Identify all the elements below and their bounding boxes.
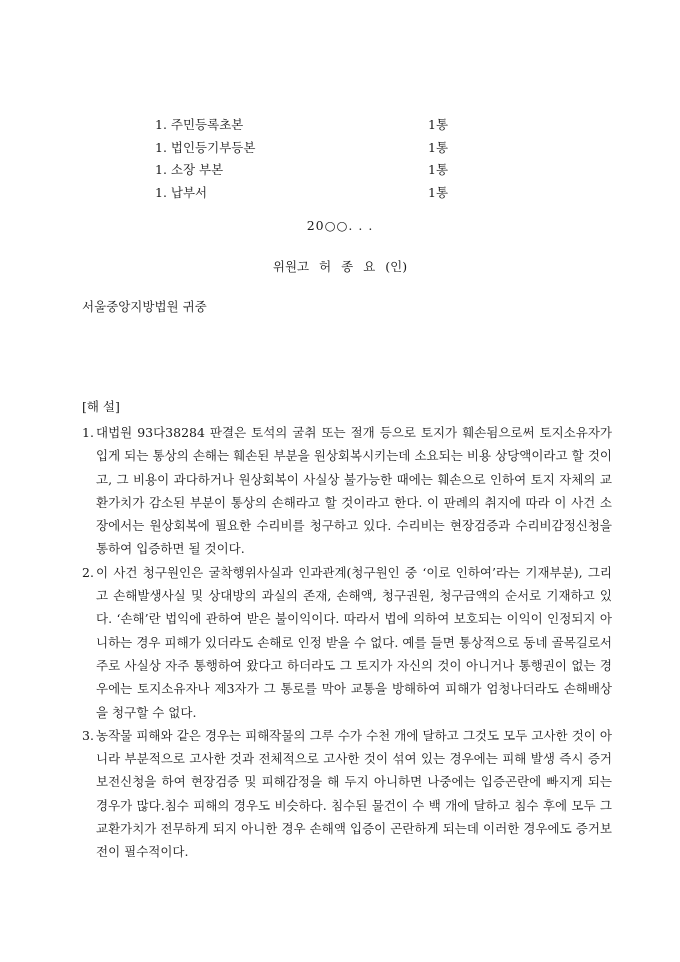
- attachment-count: 1통: [428, 162, 449, 177]
- note-text: 대법원 93다38284 판결은 토석의 굴취 또는 절개 등으로 토지가 훼손됨으로써 토지소유자가 입게 되는 통상의 손해는 훼손된 부분을 원상회복시키는데 소요되는 비용 상당액이라고 할 것이고, 그 비용이 과다하거나 원상회복이 사실상 불가능한 때에는 훼손으로 인하여 토지 자체의 교환가치가 감소된 부분이 통상의 손해라고 할 것이라고 한다. 이 판례의 취지에 따라 이 사건 소장에서는 원상회복에 필요한 수리비를 청구하고 있다. 수리비는 현장검증과 수리비감정신청을 통하여 입증하면 될 것이다.: [96, 425, 612, 557]
- plaintiff-signature: 위원고 허 종 요 (인): [272, 259, 408, 274]
- note-text: 농작물 피해와 같은 경우는 피해작물의 그루 수가 수천 개에 달하고 그것도 모두 고사한 것이 아니라 부분적으로 고사한 것과 전체적으로 고사한 것이 섞여 있는 경우에는 피해 발생 즉시 증거보전신청을 하여 현장검증 및 피해감정을 해 두지 아니하면 나중에는 입증곤란에 빠지게 되는 경우가 많다.침수 피해의 경우도 비슷하다. 침수된 물건이 수 백 개에 달하고 침수 후에 모두 그 교환가치가 전무하게 되지 아니한 경우 손해액 입증이 곤란하게 되는데 이러한 경우에도 증거보전이 필수적이다.: [96, 727, 612, 860]
- commentary-note: [82, 561, 612, 724]
- attachment-count: 1통: [428, 184, 449, 200]
- attachment-label: 1. 소장 부본: [155, 162, 224, 177]
- note-number: 2.: [82, 564, 94, 580]
- note-number: 3.: [82, 727, 94, 743]
- attachment-item: [155, 182, 455, 205]
- note-text: 이 사건 청구원인은 굴착행위사실과 인과관계(청구원인 중 ‘이로 인하여’라는 기재부분), 그리고 손해발생사실 및 상대방의 과실의 존재, 손해액, 청구권원, 청구금액의 순서로 기재하고 있다. ‘손해’란 법익에 관하여 받은 불이익이다. 따라서 법에 의하여 보호되는 이익이 인정되지 아니하는 경우 피해가 있더라도 손해로 인정 받을 수 없다. 예를 들면 통상적으로 동네 골목길로서 주로 사실상 자주 통행하여 왔다고 하더라도 그 토지가 자신의 것이 아니거나 통행권이 없는 경우에는 토지소유자나 제3자가 그 통로를 막아 교통을 방해하여 피해가 엄청나더라도 손해배상을 청구할 수 없다.: [96, 564, 612, 720]
- attachment-label: 1. 주민등록초본: [155, 117, 244, 132]
- attachment-list: [155, 114, 455, 204]
- court-addressee: 서울중앙지방법원 귀중: [82, 299, 207, 314]
- attachment-count: 1통: [428, 117, 449, 132]
- commentary-section: [82, 397, 612, 864]
- attachment-item: [155, 159, 455, 182]
- attachment-count: 1통: [428, 139, 449, 155]
- commentary-note: [82, 724, 612, 864]
- commentary-title: [해 설]: [82, 399, 120, 414]
- attachment-label: 1. 납부서: [155, 184, 208, 200]
- note-number: 1.: [82, 425, 94, 440]
- commentary-note: [82, 421, 612, 561]
- attachment-item: [155, 137, 455, 160]
- attachment-label: 1. 법인등기부등본: [155, 139, 256, 155]
- filing-date: 20○○. . .: [306, 218, 374, 233]
- attachment-item: [155, 114, 455, 137]
